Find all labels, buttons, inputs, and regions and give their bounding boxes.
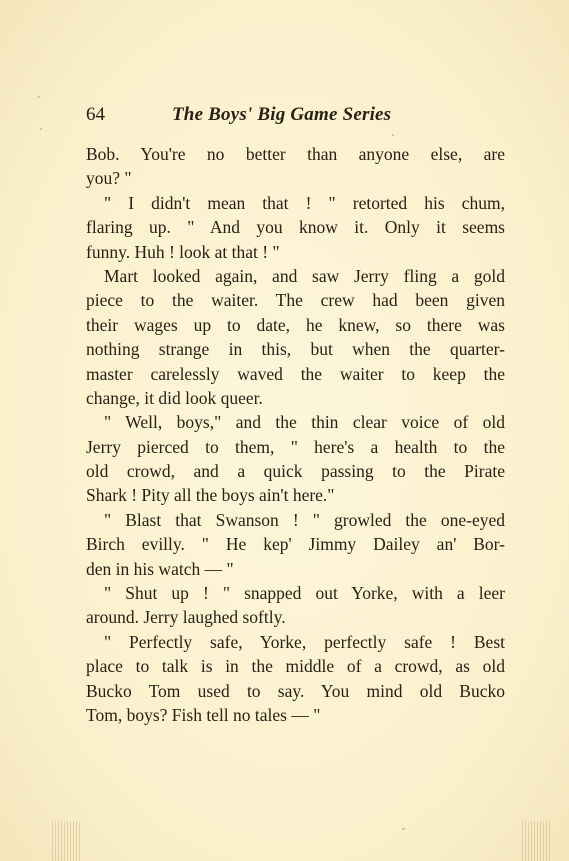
text-line: nothing strange in this, but when the quarter- [86, 339, 505, 360]
text-line: their wages up to date, he knew, so there was [86, 314, 505, 335]
text-line: around. Jerry laughed softly. [86, 607, 286, 628]
text-line: flaring up. " And you know it. Only it seems [86, 217, 505, 238]
text-line: " Well, boys," and the thin clear voice of old [104, 412, 505, 433]
text-line: " I didn't mean that ! " retorted his chum, [104, 192, 505, 213]
text-line: den in his watch — " [86, 558, 234, 579]
text-line: " Shut up ! " snapped out Yorke, with a leer [104, 583, 505, 604]
edge-ornament [522, 821, 552, 861]
text-line: Bucko Tom used to say. You mind old Bucko [86, 680, 505, 701]
text-line: piece to the waiter. The crew had been given [86, 290, 505, 311]
text-line: Jerry pierced to them, " here's a health to the [86, 436, 505, 457]
page-header [86, 101, 506, 129]
text-line: master carelessly waved the waiter to keep the [86, 363, 505, 384]
text-line: Shark ! Pity all the boys ain't here." [86, 485, 335, 506]
text-line: you? " [86, 168, 132, 189]
body-text [86, 142, 505, 727]
page-number: 64 [86, 104, 105, 125]
paper-speck [392, 134, 394, 136]
paper-speck [40, 128, 42, 130]
text-line: Mart looked again, and saw Jerry fling a gold [104, 265, 505, 286]
text-line: " Perfectly safe, Yorke, perfectly safe ! Best [104, 631, 505, 652]
paper-speck [402, 828, 405, 830]
text-line: Bob. You're no better than anyone else, are [86, 144, 505, 164]
text-line: change, it did look queer. [86, 387, 263, 408]
edge-ornament [52, 821, 82, 861]
text-line: " Blast that Swanson ! " growled the one-eyed [104, 509, 505, 530]
text-line: Birch evilly. " He kep' Jimmy Dailey an' Bor- [86, 534, 505, 555]
text-line: old crowd, and a quick passing to the Pirate [86, 461, 505, 482]
text-line: Tom, boys? Fish tell no tales — " [86, 704, 321, 725]
text-line: place to talk is in the middle of a crowd, as old [86, 656, 505, 677]
text-line: funny. Huh ! look at that ! " [86, 241, 280, 262]
running-title: The Boys' Big Game Series [172, 104, 392, 125]
paper-speck [38, 96, 40, 98]
